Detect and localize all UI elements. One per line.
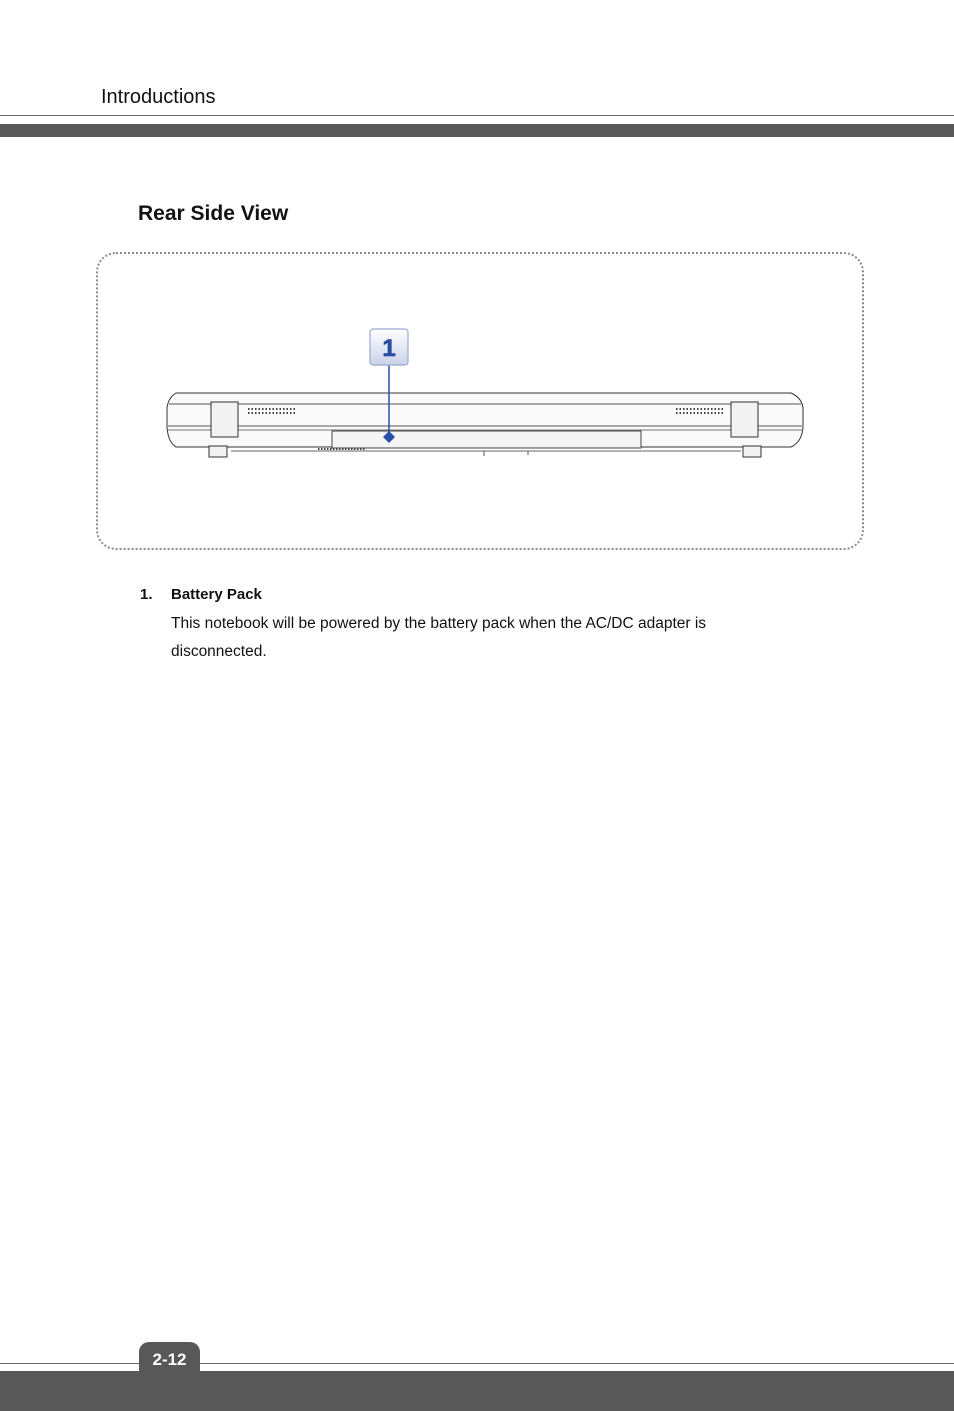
running-header: Introductions [101,86,216,108]
header-rule [0,115,954,116]
item-1-description: This notebook will be powered by the battery pack when the AC/DC adapter is disconnected. [171,615,707,660]
item-1-number: 1. [140,586,153,603]
item-1-heading [140,586,262,603]
callout-number: 1 [382,335,396,362]
item-1-name: Battery Pack [171,586,262,603]
laptop-body [167,393,803,457]
header-band [0,124,954,137]
page-number: 2-12 [152,1350,187,1369]
laptop-rear-illustration [96,252,864,550]
battery-pack [332,431,641,448]
section-title: Rear Side View [138,202,289,225]
